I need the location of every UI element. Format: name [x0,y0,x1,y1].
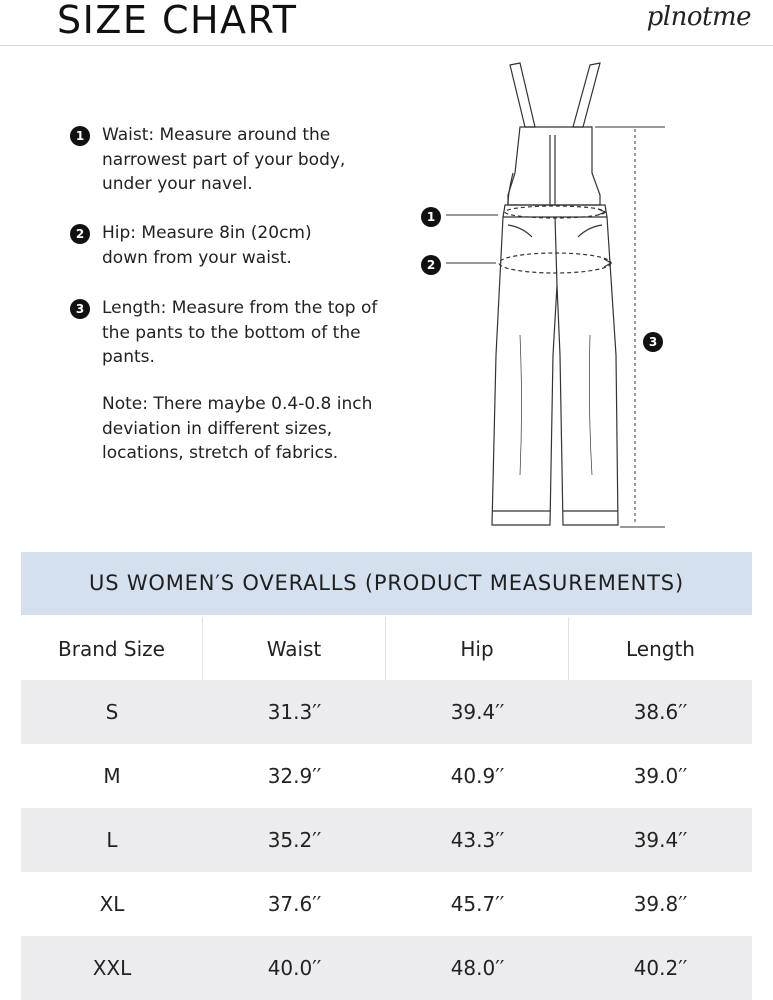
table-header-row [21,617,752,681]
length-marker-icon: 3 [643,332,663,352]
waist-cell: 32.9′′ [267,764,322,788]
brand-logo: plnotme [646,2,751,32]
waist-cell: 40.0′′ [267,956,322,980]
instruction-waist [70,123,400,197]
instruction-hip [70,221,400,270]
instruction-text: Waist: Measure around the narrowest part of your body, under your navel. [102,125,346,194]
table-title: US WOMEN′S OVERALLS (PRODUCT MEASUREMENTS) [21,552,752,615]
hip-cell: 48.0′′ [450,956,505,980]
hip-marker-icon: 2 [421,255,441,275]
overalls-illustration [410,55,680,535]
column-header: Waist [203,617,386,681]
header-divider [0,45,773,46]
length-cell: 39.0′′ [633,764,688,788]
number-three-icon: 3 [70,299,90,319]
table-row [21,872,752,936]
instruction-text: Hip: Measure 8in (20cm) down from your waist. [102,223,312,268]
column-header: Hip [386,617,569,681]
overalls-drawing [410,55,680,535]
column-header: Length [626,637,695,661]
instruction-length [70,296,400,370]
number-two-icon: 2 [70,224,90,244]
page-title: SIZE CHART [57,0,298,42]
instruction-text: Length: Measure from the top of the pants to the bottom of the pants. [102,298,378,367]
table-row [21,680,752,744]
hip-cell: 45.7′′ [450,892,505,916]
hip-cell: 40.9′′ [450,764,505,788]
size-cell: XL [99,892,125,916]
waist-cell: 31.3′′ [267,700,322,724]
table-row [21,744,752,808]
length-cell: 38.6′′ [633,700,688,724]
size-cell: XXL [92,956,132,980]
deviation-note: Note: There maybe 0.4-0.8 inch deviation in different sizes, locations, stretch of fabrics. [102,394,373,463]
table-row [21,936,752,1000]
hip-cell: 43.3′′ [450,828,505,852]
column-header: Brand Size [21,617,203,681]
size-cell: S [105,700,119,724]
waist-cell: 35.2′′ [267,828,322,852]
length-cell: 40.2′′ [633,956,688,980]
hip-cell: 39.4′′ [450,700,505,724]
waist-cell: 37.6′′ [267,892,322,916]
length-cell: 39.8′′ [633,892,688,916]
table-row [21,808,752,872]
waist-marker-icon: 1 [421,207,441,227]
size-cell: L [106,828,118,852]
length-cell: 39.4′′ [633,828,688,852]
size-cell: M [103,764,121,788]
number-one-icon: 1 [70,126,90,146]
